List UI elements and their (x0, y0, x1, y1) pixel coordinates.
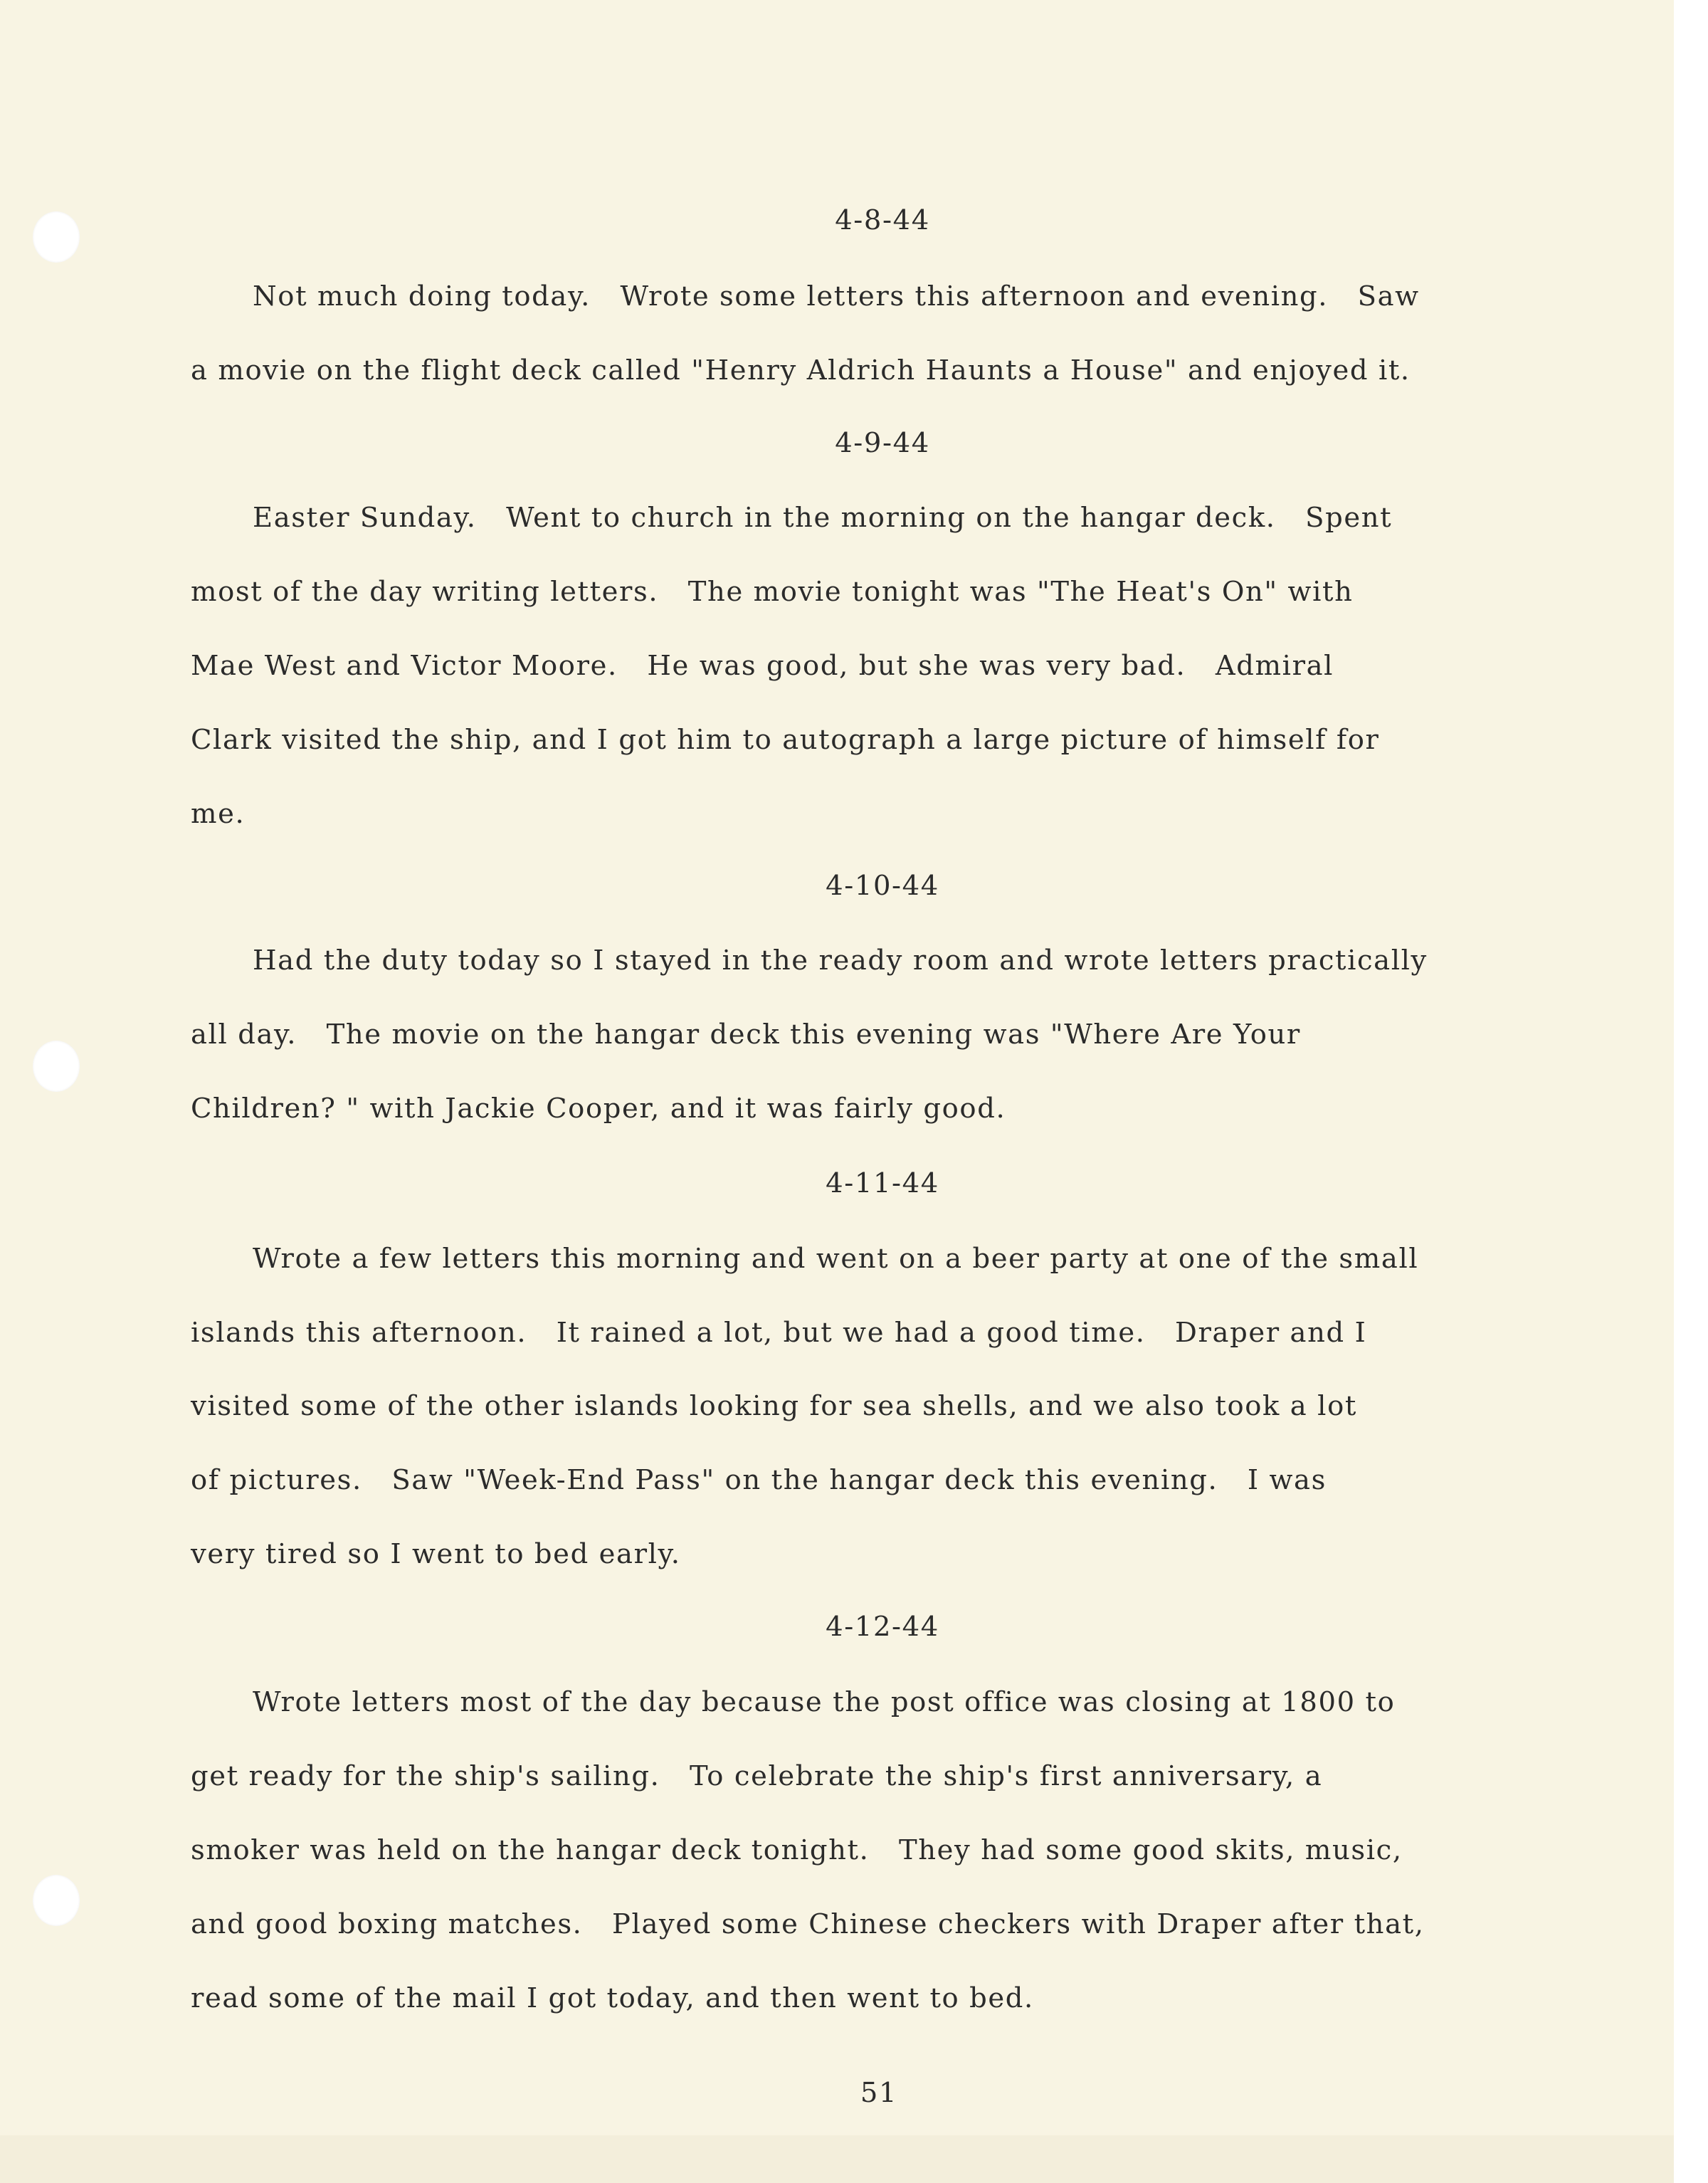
entry-text-line: Mae West and Victor Moore. He was good, but she was very bad. Admiral (191, 650, 1334, 682)
entry-text-line: all day. The movie on the hangar deck this evening was "Where Are Your (191, 1019, 1301, 1051)
entry-text-line: Children? " with Jackie Cooper, and it was fairly good. (191, 1093, 1006, 1125)
entry-text-line: smoker was held on the hangar deck tonight. They had some good skits, music, (191, 1834, 1403, 1866)
entry-text-line: and good boxing matches. Played some Chinese checkers with Draper after that, (191, 1908, 1425, 1940)
page-bottom-band (0, 2135, 1674, 2183)
entry-text-line: Not much doing today. Wrote some letters this afternoon and evening. Saw (253, 280, 1420, 312)
entry-text-line: most of the day writing letters. The movie tonight was "The Heat's On" with (191, 576, 1354, 608)
page-number: 51 (860, 2077, 898, 2109)
entry-text-line: of pictures. Saw "Week-End Pass" on the hangar deck this evening. I was (191, 1464, 1327, 1496)
entry-text-line: visited some of the other islands looking for sea shells, and we also took a lot (191, 1390, 1357, 1422)
entry-text-line: islands this afternoon. It rained a lot, but we had a good time. Draper and I (191, 1317, 1367, 1349)
entry-text-line: Clark visited the ship, and I got him to autograph a large picture of himself for (191, 724, 1380, 756)
entry-date: 4-12-44 (826, 1611, 939, 1643)
entry-date: 4-9-44 (835, 427, 930, 459)
entry-date: 4-8-44 (835, 204, 930, 236)
entry-text-line: very tired so I went to bed early. (191, 1538, 681, 1570)
entry-text-line: read some of the mail I got today, and then went to bed. (191, 1982, 1034, 2014)
binder-hole (33, 1875, 80, 1926)
binder-hole (33, 1041, 80, 1092)
entry-date: 4-10-44 (826, 870, 939, 902)
entry-date: 4-11-44 (826, 1167, 939, 1199)
entry-text-line: me. (191, 798, 246, 830)
entry-text-line: Wrote letters most of the day because the post office was closing at 1800 to (253, 1686, 1396, 1718)
entry-text-line: Had the duty today so I stayed in the ready room and wrote letters practically (253, 945, 1428, 977)
entry-text-line: a movie on the flight deck called "Henry Aldrich Haunts a House" and enjoyed it. (191, 354, 1411, 386)
entry-text-line: get ready for the ship's sailing. To celebrate the ship's first anniversary, a (191, 1760, 1323, 1792)
page-margin (1674, 0, 1708, 2183)
entry-text-line: Wrote a few letters this morning and went on a beer party at one of the small (253, 1243, 1419, 1275)
entry-text-line: Easter Sunday. Went to church in the morning on the hangar deck. Spent (253, 502, 1393, 534)
